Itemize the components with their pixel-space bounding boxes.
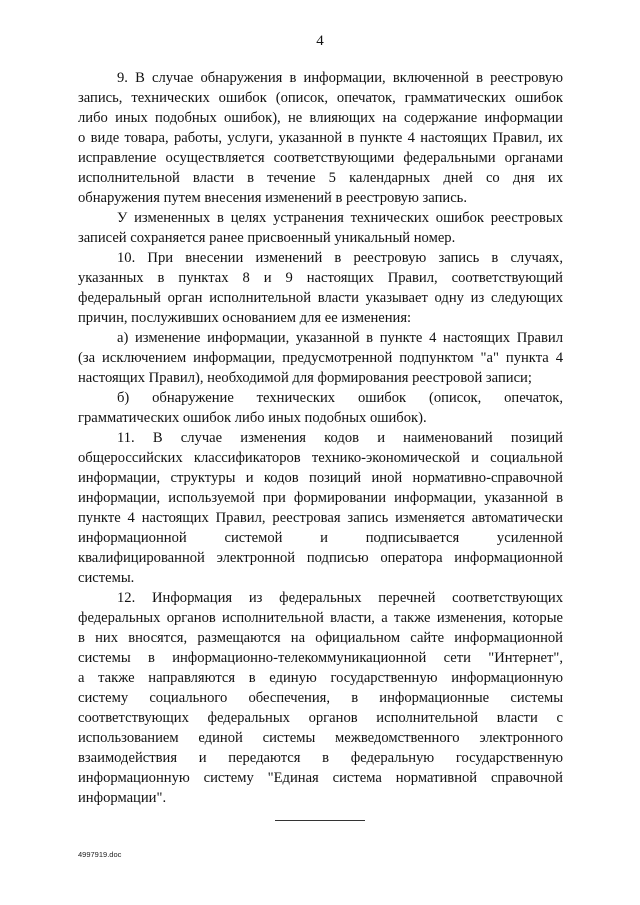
- text-line: системы в информационно-телекоммуникационной сети "Интернет",: [78, 650, 563, 666]
- text-line: использованием единой системы межведомственного электронного: [78, 730, 563, 746]
- text-line: общероссийских классификаторов технико-экономической и социальной: [78, 450, 563, 466]
- text-line: информации, структуры и кодов позиций иной нормативно-справочной: [78, 470, 563, 486]
- text-line: пункте 4 настоящих Правил, реестровая запись изменяется автоматически: [78, 510, 563, 526]
- text-line: причин, послуживших основанием для ее изменения:: [78, 310, 412, 326]
- text-line: либо иных подобных ошибок), не влияющих на содержание информации: [78, 110, 563, 126]
- text-line: федеральных органов исполнительной власти, а также изменения, которые: [78, 610, 563, 626]
- end-divider: [275, 820, 365, 821]
- text-line: указанных в пунктах 8 и 9 настоящих Правил, соответствующий: [78, 270, 563, 286]
- text-line: систему социального обеспечения, в информационные системы: [78, 690, 563, 706]
- text-line: (за исключением информации, предусмотренной подпунктом "а" пункта 4: [78, 350, 563, 366]
- text-line: исполнительной власти в течение 5 календарных дней со дня их: [78, 170, 563, 186]
- text-line: 10. При внесении изменений в реестровую запись в случаях,: [117, 250, 563, 266]
- text-line: системы.: [78, 570, 135, 586]
- text-line: информационной системой и подписывается усиленной: [78, 530, 563, 546]
- page-number: 4: [316, 33, 324, 49]
- text-line: 12. Информация из федеральных перечней соответствующих: [117, 590, 563, 606]
- text-line: записей сохраняется ранее присвоенный уникальный номер.: [78, 230, 456, 246]
- text-line: а также направляются в единую государственную информационную: [78, 670, 563, 686]
- text-line: настоящих Правил), необходимой для формирования реестровой записи;: [78, 370, 532, 386]
- text-line: а) изменение информации, указанной в пункте 4 настоящих Правил: [117, 330, 563, 346]
- text-line: соответствующих федеральных органов исполнительной власти с: [78, 710, 563, 726]
- text-line: обнаружения путем внесения изменений в реестровую запись.: [78, 190, 467, 206]
- text-line: информации".: [78, 790, 167, 806]
- text-line: б) обнаружение технических ошибок (описок, опечаток,: [117, 390, 563, 406]
- text-line: У измененных в целях устранения технических ошибок реестровых: [117, 210, 563, 226]
- text-line: взаимодействия и передаются в федеральную государственную: [78, 750, 563, 766]
- text-line: исправление осуществляется соответствующими федеральными органами: [78, 150, 563, 166]
- text-line: запись, технических ошибок (описок, опечаток, грамматических ошибок: [78, 90, 563, 106]
- text-line: в них вносятся, размещаются на официальном сайте информационной: [78, 630, 563, 646]
- text-line: о виде товара, работы, услуги, указанной в пункте 4 настоящих Правил, их: [78, 130, 563, 146]
- text-line: информации, используемой при формировании информации, указанной в: [78, 490, 563, 506]
- text-line: грамматических ошибок либо иных подобных ошибок).: [78, 410, 427, 426]
- text-line: федеральный орган исполнительной власти указывает одну из следующих: [78, 290, 563, 306]
- text-line: 11. В случае изменения кодов и наименований позиций: [117, 430, 563, 446]
- text-line: информационную систему "Единая система нормативной справочной: [78, 770, 563, 786]
- file-label: 4997919.doc: [78, 850, 122, 859]
- text-line: квалифицированной электронной подписью оператора информационной: [78, 550, 563, 566]
- text-line: 9. В случае обнаружения в информации, включенной в реестровую: [117, 70, 563, 86]
